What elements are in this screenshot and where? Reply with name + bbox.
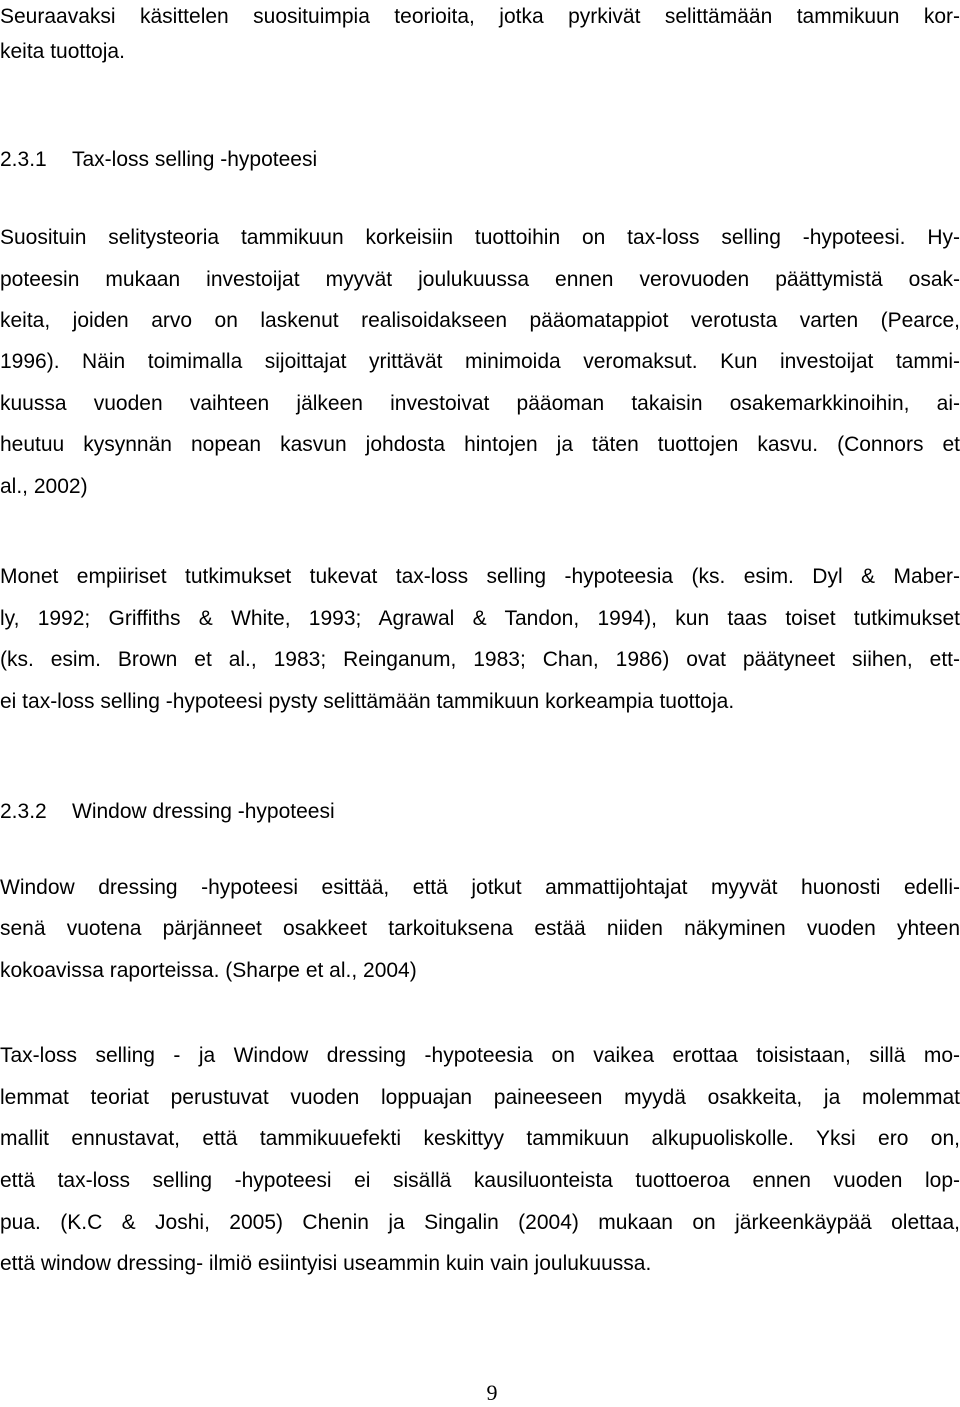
paragraph-line: ei tax-loss selling -hypoteesi pysty selittämään tammikuun korkeampia tuottoja. (0, 690, 735, 713)
paragraph-line: keita, joiden arvo on laskenut realisoidakseen pääomatappiot verotusta varten (Pearce, (0, 309, 960, 332)
paragraph-line: pua. (K.C & Joshi, 2005) Chenin ja Singalin (2004) mukaan on järkeenkäypää olettaa, (0, 1211, 960, 1234)
paragraph-line: Suosituin selitysteoria tammikuun korkeisiin tuottoihin on tax-loss selling -hypoteesi. Hy- (0, 226, 960, 249)
section-heading-2-3-2 (0, 797, 335, 827)
paragraph-line: heutuu kysynnän nopean kasvun johdosta hintojen ja täten tuottojen kasvu. (Connors et (0, 433, 960, 456)
paragraph-line: että window dressing- ilmiö esiintyisi useammin kuin vain joulukuussa. (0, 1252, 652, 1275)
paragraph-line: Window dressing -hypoteesi esittää, että jotkut ammattijohtajat myyvät huonosti edelli- (0, 876, 960, 899)
paragraph-line: Monet empiiriset tutkimukset tukevat tax-loss selling -hypoteesia (ks. esim. Dyl & Maber- (0, 565, 960, 588)
section-heading-2-3-1 (0, 145, 317, 175)
page-number: 9 (486, 1380, 498, 1405)
paragraph-line: että tax-loss selling -hypoteesi ei sisällä kausiluonteista tuottoeroa ennen vuoden lop- (0, 1169, 960, 1192)
paragraph-line: lemmat teoriat perustuvat vuoden loppuajan paineeseen myydä osakkeita, ja molemmat (0, 1086, 960, 1109)
section-number: 2.3.2 (0, 800, 47, 823)
section-title: Tax-loss selling -hypoteesi (72, 148, 318, 171)
paragraph-line: senä vuotena pärjänneet osakkeet tarkoituksena estää niiden näkyminen vuoden yhteen (0, 917, 960, 940)
paragraph-line: kokoavissa raporteissa. (Sharpe et al., 2004) (0, 959, 417, 982)
section-title: Window dressing -hypoteesi (72, 800, 335, 823)
paragraph-line: Tax-loss selling - ja Window dressing -hypoteesia on vaikea erottaa toisistaan, sillä mo- (0, 1044, 960, 1067)
paragraph-line: al., 2002) (0, 475, 88, 498)
paragraph-line: mallit ennustavat, että tammikuuefekti keskittyy tammikuun alkupuoliskolle. Yksi ero on, (0, 1127, 960, 1150)
section-number: 2.3.1 (0, 148, 47, 171)
intro-line: keita tuottoja. (0, 40, 125, 63)
paragraph-line: ly, 1992; Griffiths & White, 1993; Agrawal & Tandon, 1994), kun taas toiset tutkimukset (0, 607, 960, 630)
paragraph-line: 1996). Näin toimimalla sijoittajat yrittävät minimoida veromaksut. Kun investoijat tammi- (0, 350, 960, 373)
paragraph-line: (ks. esim. Brown et al., 1983; Reinganum, 1983; Chan, 1986) ovat päätyneet siihen, ett- (0, 648, 960, 671)
paragraph-line: poteesin mukaan investoijat myyvät joulukuussa ennen verovuoden päättymistä osak- (0, 268, 960, 291)
paragraph-line: kuussa vuoden vaihteen jälkeen investoivat pääoman takaisin osakemarkkinoihin, ai- (0, 392, 960, 415)
intro-line: Seuraavaksi käsittelen suosituimpia teorioita, jotka pyrkivät selittämään tammikuun kor- (0, 5, 960, 28)
